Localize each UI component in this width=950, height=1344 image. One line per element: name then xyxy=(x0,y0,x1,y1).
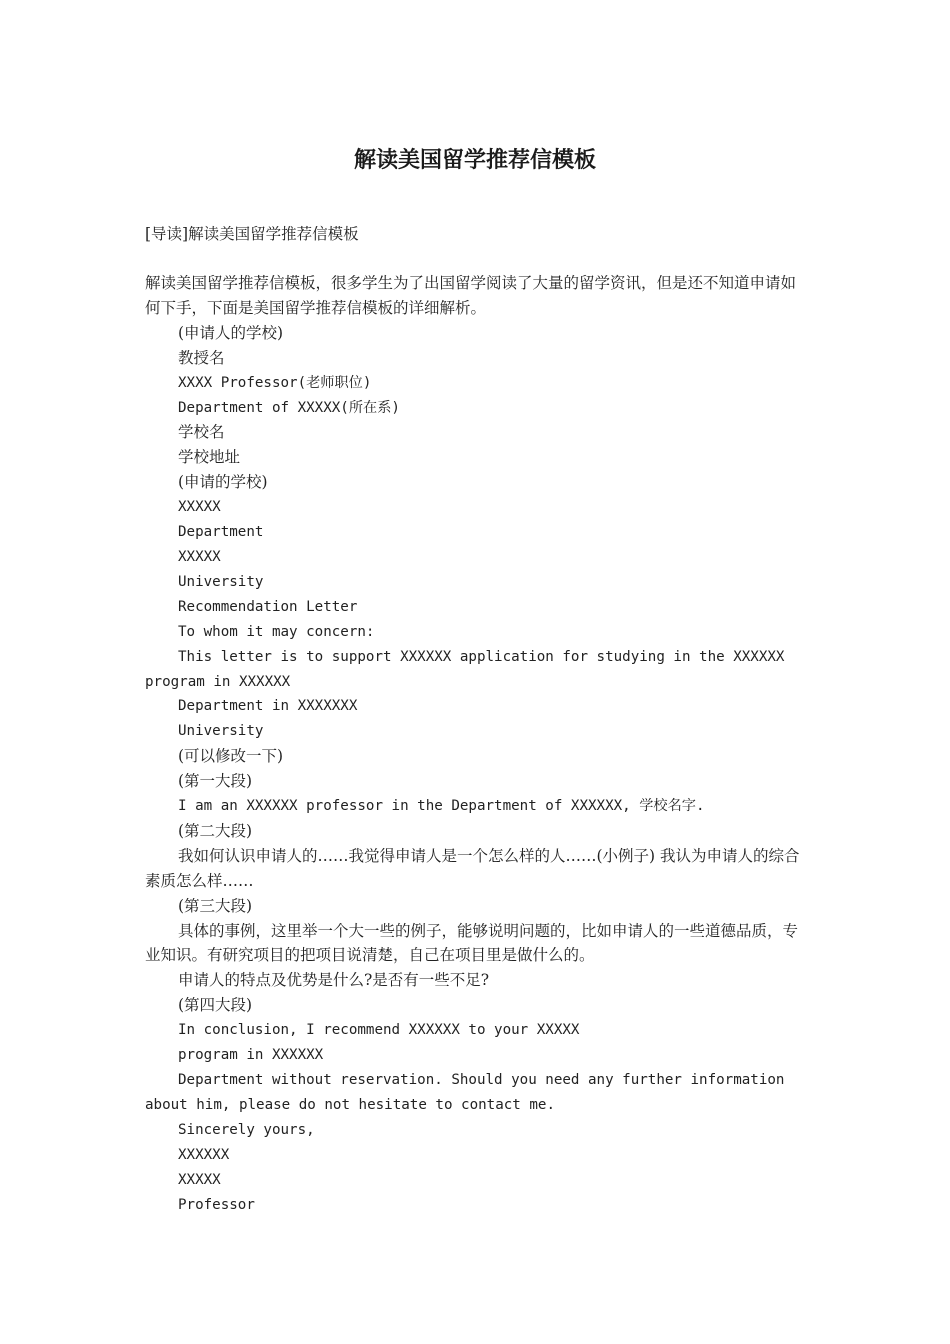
body-line: (第四大段) xyxy=(178,996,253,1015)
document-title: 解读美国留学推荐信模板 xyxy=(353,148,596,173)
body-line: (第三大段) xyxy=(178,896,253,915)
document-body xyxy=(145,271,810,1217)
body-line: 教授名 xyxy=(178,348,225,367)
body-line: (可以修改一下) xyxy=(178,747,284,766)
body-line: program in XXXXXX xyxy=(178,1047,324,1064)
body-paragraph: This letter is to support XXXXXX application for studying in the XXXXXX program in XXXXXX xyxy=(145,648,785,690)
intro-paragraph: 解读美国留学推荐信模板，很多学生为了出国留学阅读了大量的留学资讯，但是还不知道申请如何下手，下面是美国留学推荐信模板的详细解析。 xyxy=(145,274,797,317)
body-line: Professor xyxy=(178,1196,255,1213)
body-line: (第一大段) xyxy=(178,772,253,791)
body-line: University xyxy=(178,573,264,590)
body-line: Recommendation Letter xyxy=(178,598,358,615)
body-paragraph: Department without reservation. Should you need any further information about him, please do not hesitate to contact me. xyxy=(145,1072,785,1113)
body-paragraph: 我如何认识申请人的……我觉得申请人是一个怎么样的人……(小例子) 我认为申请人的综合素质怎么样…… xyxy=(145,846,800,890)
body-line: In conclusion, I recommend XXXXXX to your XXXXX xyxy=(178,1022,580,1039)
body-line: XXXXX xyxy=(178,1171,221,1188)
lead-line: [导读]解读美国留学推荐信模板 xyxy=(145,225,359,243)
body-line: I am an XXXXXX professor in the Department of XXXXXX, 学校名字. xyxy=(178,798,705,815)
body-line: 申请人的特点及优势是什么?是否有一些不足? xyxy=(178,971,490,990)
body-line: XXXXX xyxy=(178,499,221,516)
body-line: Sincerely yours, xyxy=(178,1121,315,1138)
body-line: XXXX Professor(老师职位) xyxy=(178,374,372,391)
body-line: 学校名 xyxy=(178,423,225,442)
body-line: Department of XXXXX(所在系) xyxy=(178,399,400,416)
body-line: XXXXXX xyxy=(178,1146,230,1163)
body-paragraph: 具体的事例，这里举一个大一些的例子，能够说明问题的，比如申请人的一些道德品质，专业知识。有研究项目的把项目说清楚，自己在项目里是做什么的。 xyxy=(145,921,799,965)
body-line: To whom it may concern: xyxy=(178,623,375,640)
body-line: (申请的学校) xyxy=(178,473,268,492)
body-line: University xyxy=(178,723,264,740)
body-line: (第二大段) xyxy=(178,821,253,840)
body-line: XXXXX xyxy=(178,548,221,565)
body-line: 学校地址 xyxy=(178,448,241,467)
body-line: (申请人的学校) xyxy=(178,323,284,342)
body-line: Department xyxy=(178,524,264,541)
body-line: Department in XXXXXXX xyxy=(178,698,358,715)
